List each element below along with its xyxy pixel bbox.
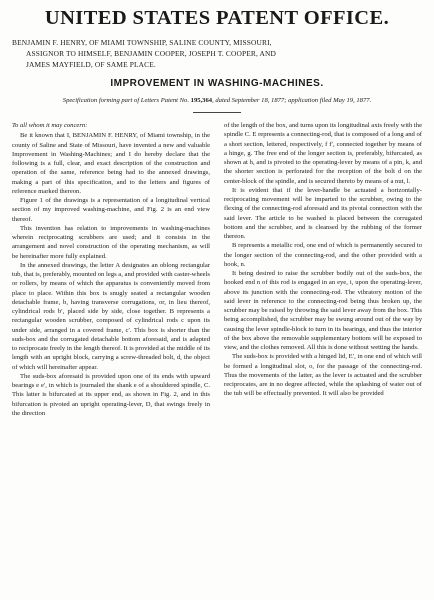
paragraph: In the annexed drawings, the letter A designates an oblong rectangular tub, that is, preferably, mounted on legs a, and provided with caster-wheels or rollers, by means of which the apparatus is conveniently moved from place to place. Within this box is snugly seated a rectangular wooden detachable frame, b, having transverse corrugations, or, in lieu thereof, cylindrical rods b′, placed side by side, close together. B represents a rectangular wooden scrubber, composed of cylindrical rods c upon its under side, arranged in a covered frame, c′. This box is shorter than the suds-box and the corrugated detachable bottom aforesaid, and is adapted to reciprocate freely in the length thereof. It is provided at the middle of its length with an upright block, carrying a screw-threaded bolt, d, the object of which will hereinafter appear. xyxy=(12,261,210,371)
patent-number: 195,364 xyxy=(190,97,213,104)
paragraph: It is evident that if the lever-handle be actuated a horizontally-reciprocating movement will be imparted to the scrubber, owing to the flexing of the connecting-rod aforesaid and its pivotal connection with the said lever. The article to be washed is placed between the corrugated bottom and the scrubber, and is cleansed by the rubbing of the former thereon. xyxy=(224,186,422,240)
spec-suffix: , dated September 18, 1877; application filed May 19, 1877. xyxy=(212,97,372,104)
specification-line xyxy=(12,96,422,105)
divider-rule xyxy=(193,112,241,113)
paragraph: of the length of the box, and turns upon its longitudinal axis freely with the spindle C. E represents a connecting-rod, that is composed of a long and of a short section, lettered, respectively, f f′, connected together by means of a hinge, g. The free end of the longer section is, preferably, bifurcated, as shown at h, and is pivoted to the operating-lever by means of a pin, k, and the shorter section is perforated for the reception of the bolt d on the center-block of the spindle, and is secured thereto by means of a nut, l. xyxy=(224,122,422,185)
body-columns xyxy=(12,121,422,418)
spec-prefix: Specification forming part of Letters Patent No. xyxy=(62,97,189,104)
inventors-line-1: BENJAMIN F. HENRY, OF MIAMI TOWNSHIP, SALINE COUNTY, MISSOURI, xyxy=(12,38,272,47)
paragraph: Be it known that I, BENJAMIN F. HENRY, of Miami township, in the county of Saline and State of Missouri, have invented a new and valuable Improvement in Washing-Machines; and I do hereby declare that the following is a full, clear, and exact description of the construction and operation of the same, reference being had to the annexed drawings, making a part of this specification, and to the letters and figures of reference marked thereon. xyxy=(12,132,210,195)
inventors-line-2: ASSIGNOR TO HIMSELF, BENJAMIN COOPER, JOSEPH T. COOPER, AND xyxy=(26,49,276,58)
paragraph: The suds-box is provided with a hinged lid, E′, in one end of which will be formed a longitudinal slot, o, for the passage of the connecting-rod. Thus the movements of the latter, as the lever is actuated and the scrubber reciprocates, are in no degree affected, while the splashing of water out of the tub will be effectually prevented. It will also be provided xyxy=(224,353,422,398)
left-column xyxy=(12,121,210,418)
inventors-block xyxy=(12,37,422,70)
paragraph: It being desired to raise the scrubber bodily out of the suds-box, the hooked end n of this rod is engaged in an eye, i, upon the operating-lever, above its junction with the connecting-rod. The vibratory motion of the said lever in reference to the connecting-rod being thus broken up, the scrubber may be raised by throwing the said lever away from the box. This being accomplished, the scrubber may be swung around out of the way by causing the lever spindle-block to turn in its bearings, and thus the interior of the box above the removable supplementary bottom will be exposed to view, and the clothes removed. All this is done without wetting the hands. xyxy=(224,270,422,351)
paragraph: Figure 1 of the drawings is a representation of a longitudinal vertical section of my improved washing-machine, and Fig. 2 is an end view thereof. xyxy=(12,197,210,223)
salutation: To all whom it may concern: xyxy=(12,122,88,129)
right-column xyxy=(224,121,422,418)
patent-subject: IMPROVEMENT IN WASHING-MACHINES. xyxy=(110,78,324,89)
paragraph: B represents a metallic rod, one end of which is permanently secured to the longer section of the connecting-rod, and the other provided with a hook, n. xyxy=(224,242,422,268)
paragraph: The suds-box aforesaid is provided upon one of its ends with upward bearings e e′, in which is journaled the shank e of a shouldered spindle, C. This latter is bifurcated at its upper end, as shown in Fig. 2, and in this bifurcation is pivoted an upright operating-lever, D, that swings freely in the direction xyxy=(12,372,210,417)
inventors-line-3: JAMES MAYFIELD, OF SAME PLACE. xyxy=(26,60,156,69)
paragraph: This invention has relation to improvements in washing-machines wherein reciprocating scrubbers are used; and it consists in the arrangement and novel construction of the operating mechanism, as will be hereinafter more fully explained. xyxy=(12,224,210,260)
office-title: UNITED STATES PATENT OFFICE. xyxy=(44,7,390,29)
